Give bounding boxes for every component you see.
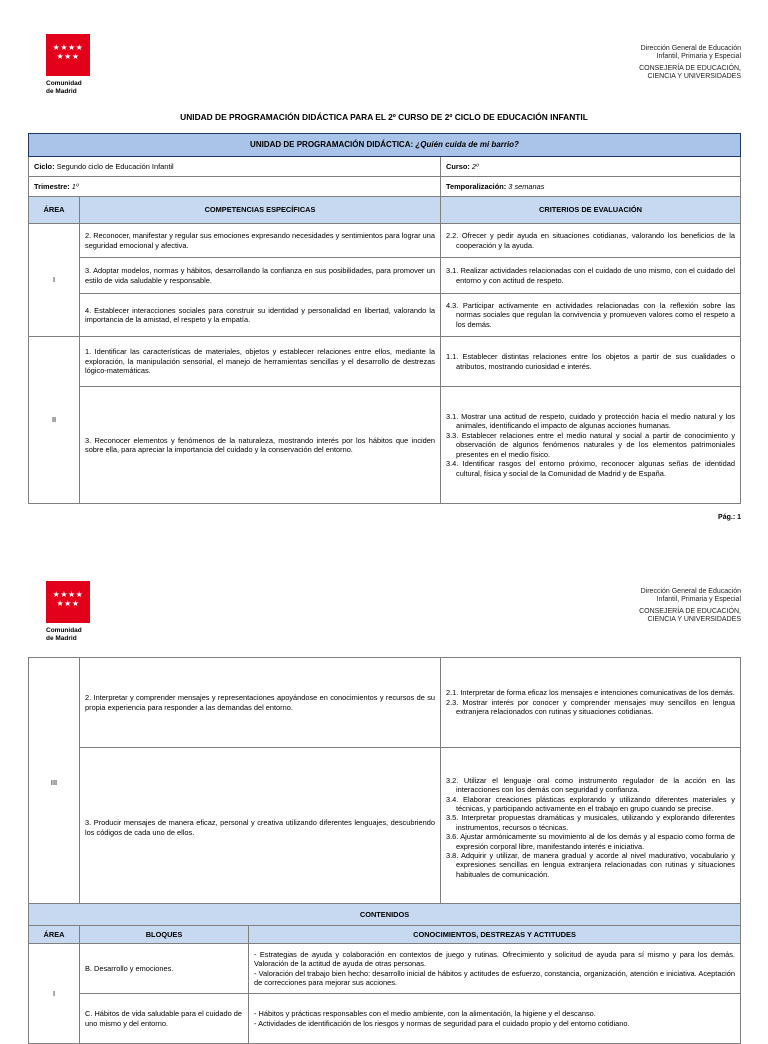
competence-cell: 2. Interpretar y comprender mensajes y representaciones apoyándose en conocimientos y recursos de su propia experiencia para responder a las demandas del entorno.: [80, 658, 441, 748]
content-item: - Actividades de identificación de los riesgos y normas de seguridad para el cuidado propio y del entorno cotidiano.: [254, 1018, 630, 1028]
header-criterios: CRITERIOS DE EVALUACIÓN: [441, 197, 741, 224]
page-number: Pág.: 1: [718, 514, 741, 521]
criterion-item: 3.3. Establecer relaciones entre el medio natural y social a partir de conocimiento y observación de algunos fenómenos naturales y de los elementos patrimoniales presentes en el medio físico.: [446, 430, 736, 459]
logo-name-line1: Comunidad: [46, 627, 82, 634]
document-page-2: [0, 538, 768, 1028]
consejeria-line2: CIENCIA Y UNIVERSIDADES: [647, 72, 741, 80]
direction-line1: Dirección General de Educación: [640, 588, 741, 595]
consejeria-line1: CONSEJERÍA DE EDUCACIÓN,: [639, 65, 741, 73]
block-label: B. Desarrollo y emociones.: [80, 944, 249, 994]
ciclo-label: Ciclo:: [34, 161, 57, 171]
criterion-item: 3.2. Utilizar el lenguaje oral como instrumento regulador de la acción en las interacciones con los demás con seguridad y confianza.: [446, 775, 735, 795]
temporalizacion-value: 3 semanas: [508, 181, 545, 191]
criterion-item: 1.1. Establecer distintas relaciones entre los objetos a partir de sus cualidades o atributos, mostrando curiosidad e interés.: [446, 352, 736, 371]
logo-name-line2: de Madrid: [46, 634, 77, 642]
ciclo-cell: [29, 157, 441, 177]
criterion-item: 3.8. Adquirir y utilizar, de manera gradual y acorde al nivel madurativo, vocabulario y expresiones sencillas en lengua extranjera relacionadas con rutinas y situaciones habituales de comunicación.: [446, 851, 735, 879]
header-competencias: COMPETENCIAS ESPECÍFICAS: [80, 197, 441, 224]
criterion-item: 3.1. Realizar actividades relacionadas con el cuidado de uno mismo, con el cuidado del entorno y con actitud de respeto.: [446, 266, 736, 285]
criterion-item: 3.1. Mostrar una actitud de respeto, cuidado y protección hacia el medio natural y los animales, identificando el impacto de algunas acciones humanas.: [446, 412, 736, 431]
content-item: - Hábitos y prácticas responsables con el medio ambiente, con la alimentación, la higiene y el descanso.: [254, 1009, 596, 1019]
consejeria-line1: CONSEJERÍA DE EDUCACIÓN,: [639, 608, 741, 616]
madrid-flag-icon: [46, 581, 90, 623]
criterion-item: 4.3. Participar activamente en actividades relacionadas con la reflexión sobre las normas sociales que regulan la convivencia y promueven valores como el respeto a los demás.: [446, 300, 736, 329]
contents-area-cell-i: I: [29, 944, 80, 1044]
content-item: - Estrategias de ayuda y colaboración en contextos de juego y rutinas. Ofrecimiento y solicitud de ayuda para sí mismo y para los demás. Valoración de la actitud de ayuda de otras personas.: [254, 949, 735, 969]
curso-label: Curso:: [446, 161, 472, 171]
criterion-item: 2.3. Mostrar interés por conocer y comprender mensajes muy sencillos en lengua extranjera relacionados con rutinas y situaciones cotidianas.: [446, 697, 735, 717]
institution-header: [639, 45, 741, 80]
direction-line1: Dirección General de Educación: [640, 45, 741, 52]
trimestre-value: 1º: [71, 181, 79, 191]
programming-table: [28, 133, 741, 504]
programming-table-continued: [28, 657, 741, 908]
comunidad-madrid-logo: [46, 34, 90, 95]
contents-title: CONTENIDOS: [29, 904, 741, 926]
unit-title-label: UNIDAD DE PROGRAMACIÓN DIDÁCTICA:: [250, 140, 416, 150]
contents-header-bloques: BLOQUES: [80, 926, 249, 944]
competence-cell: 3. Producir mensajes de manera eficaz, personal y creativa utilizando diferentes lenguajes, descubriendo los códigos de cada uno de ellos.: [80, 748, 441, 908]
ciclo-value: Segundo ciclo de Educación Infantil: [56, 161, 174, 171]
curso-cell: [441, 157, 741, 177]
competence-cell: 4. Establecer interacciones sociales para construir su identidad y personalidad en libertad, valorando la importancia de la amistad, el respeto y la empatía.: [80, 294, 441, 337]
contents-header-conocimientos: CONOCIMIENTOS, DESTREZAS Y ACTITUDES: [249, 926, 741, 944]
contents-table: [28, 903, 741, 1044]
comunidad-madrid-logo: [46, 581, 90, 642]
logo-stars-top: ★★★★: [52, 43, 84, 52]
competence-cell: 1. Identificar las características de materiales, objetos y establecer relaciones entre ellos, mediante la exploración, la manipulación sensorial, el manejo de herramientas sencillas y el desarrollo de destrezas lógico-matemáticas.: [80, 337, 441, 387]
temporalizacion-label: Temporalización:: [446, 181, 509, 191]
consejeria-line2: CIENCIA Y UNIVERSIDADES: [647, 615, 741, 623]
temporalizacion-cell: [441, 177, 741, 197]
direction-line2: Infantil, Primaria y Especial: [656, 52, 741, 60]
logo-stars-top: ★★★★: [52, 590, 84, 599]
logo-stars-bottom: ★★★: [56, 52, 80, 61]
header-area: ÁREA: [29, 197, 80, 224]
logo-name-line1: Comunidad: [46, 80, 82, 87]
logo-name-line2: de Madrid: [46, 87, 77, 95]
document-title: UNIDAD DE PROGRAMACIÓN DIDÁCTICA PARA EL 2º CURSO DE 2º CICLO DE EDUCACIÓN INFANTIL: [180, 112, 588, 122]
unit-title-name: ¿Quién cuida de mi barrio?: [415, 140, 519, 150]
competence-cell: 3. Reconocer elementos y fenómenos de la naturaleza, mostrando interés por los hábitos que inciden sobre ella, para apreciar la importancia del cuidado y la conservación del entorno.: [80, 387, 441, 504]
contents-header-area: ÁREA: [29, 926, 80, 944]
competence-cell: 2. Reconocer, manifestar y regular sus emociones expresando necesidades y sentimientos para lograr una seguridad emocional y afectiva.: [80, 224, 441, 258]
curso-value: 2º: [471, 161, 479, 171]
direction-line2: Infantil, Primaria y Especial: [656, 595, 741, 603]
area-cell-i: I: [29, 224, 80, 337]
criterion-item: 3.4. Identificar rasgos del entorno próximo, reconocer algunas señas de identidad cultural, física y social de la Comunidad de Madrid y de España.: [446, 459, 736, 478]
criterion-item: 2.2. Ofrecer y pedir ayuda en situaciones cotidianas, valorando los beneficios de la cooperación y la ayuda.: [446, 231, 736, 250]
madrid-flag-icon: [46, 34, 90, 76]
logo-stars-bottom: ★★★: [56, 599, 80, 608]
block-label: C. Hábitos de vida saludable para el cuidado de uno mismo y del entorno.: [80, 994, 249, 1044]
area-cell-ii: II: [29, 337, 80, 504]
trimestre-label: Trimestre:: [34, 181, 72, 191]
institution-header: [639, 588, 741, 623]
criterion-item: 3.6. Ajustar armónicamente su movimiento al de los demás y al espacio como forma de expresión corporal libre, manifestando interés e iniciativa.: [446, 832, 735, 851]
trimestre-cell: [29, 177, 441, 197]
area-cell-iii: III: [29, 658, 80, 908]
content-item: - Valoración del trabajo bien hecho: desarrollo inicial de hábitos y actitudes de esfuerzo, constancia, organización, atención e iniciativa. Aceptación de correcciones para mejorar sus acciones.: [254, 968, 735, 987]
competence-cell: 3. Adoptar modelos, normas y hábitos, desarrollando la confianza en sus posibilidades, para promover un estilo de vida saludable y responsable.: [80, 258, 441, 294]
unit-title: [29, 134, 741, 157]
criterion-item: 3.5. Interpretar propuestas dramáticas y musicales, utilizando y explorando diferentes instrumentos, recursos o técnicas.: [446, 813, 735, 832]
criterion-item: 2.1. Interpretar de forma eficaz los mensajes e intenciones comunicativas de los demás.: [446, 688, 735, 698]
criterion-item: 3.4. Elaborar creaciones plásticas explorando y utilizando diferentes materiales y técnicas, y participando activamente en el trabajo en grupo cuando se precise.: [446, 794, 735, 813]
